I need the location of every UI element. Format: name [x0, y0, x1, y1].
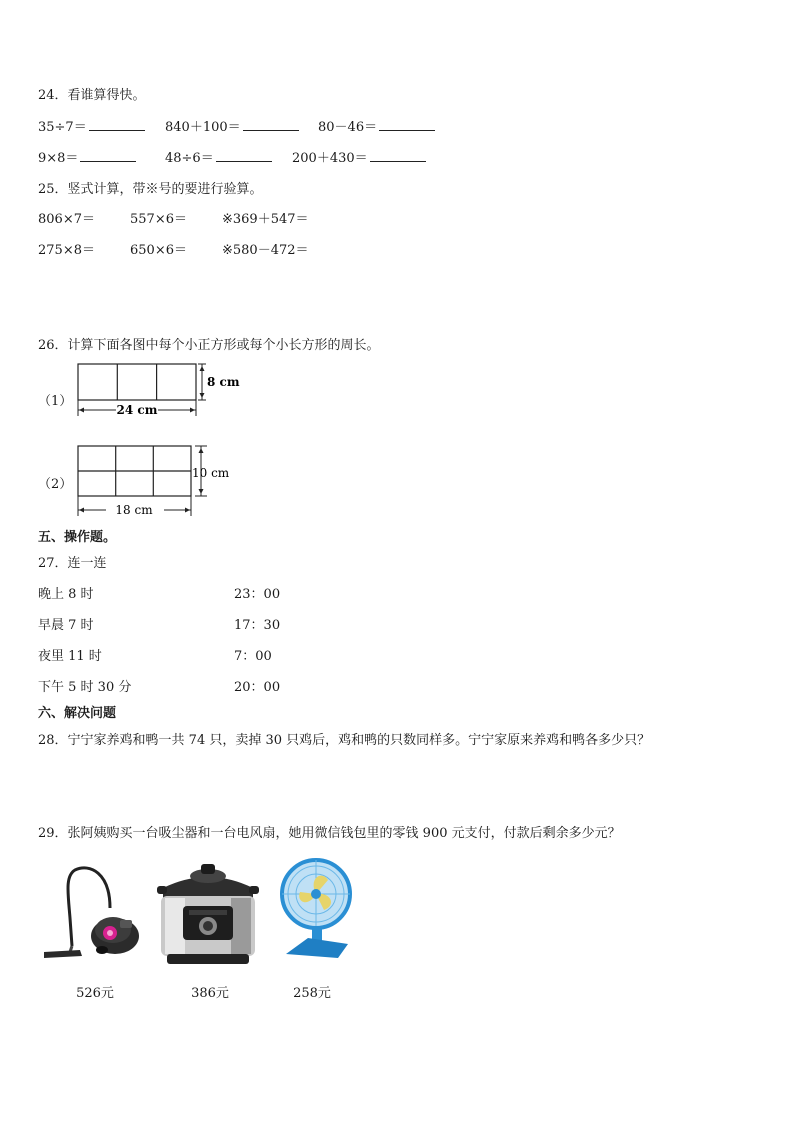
q27-left-item[interactable]: 下午 5 时 30 分 — [38, 680, 132, 695]
q25-row1-item1: 806×7＝ — [38, 212, 95, 227]
cooker-price: 386元 — [191, 986, 229, 1001]
answer-blank[interactable] — [243, 118, 299, 131]
section-6-heading: 六、解决问题 — [38, 706, 117, 721]
q26-fig2-label: （2） — [38, 477, 73, 492]
q24-title: 24．看谁算得快。 — [38, 88, 146, 103]
q27-right-item[interactable]: 17：30 — [234, 618, 281, 633]
fan-price: 258元 — [293, 986, 331, 1001]
q26-fig2-height-label: 10 cm — [192, 466, 230, 480]
q27-title: 27．连一连 — [38, 556, 107, 571]
answer-blank[interactable] — [80, 149, 136, 162]
q25-row2-item2: 650×6＝ — [130, 243, 187, 258]
answer-blank[interactable] — [379, 118, 435, 131]
section-5-heading: 五、操作题。 — [38, 530, 117, 545]
answer-blank[interactable] — [370, 149, 426, 162]
q24-row1-item2: 840＋100＝ — [165, 116, 299, 135]
q26-fig1-label: （1） — [38, 394, 73, 409]
q29-text: 29．张阿姨购买一台吸尘器和一台电风扇，她用微信钱包里的零钱 900 元支付，付款后剩余多少元？ — [38, 826, 621, 841]
answer-blank[interactable] — [89, 118, 145, 131]
q25-title: 25．竖式计算，带※号的要进行验算。 — [38, 182, 263, 197]
q26-title: 26．计算下面各图中每个小正方形或每个小长方形的周长。 — [38, 338, 380, 353]
q26-figure-2 — [70, 440, 250, 520]
q28-text: 28．宁宁家养鸡和鸭一共 74 只，卖掉 30 只鸡后，鸡和鸭的只数同样多。宁宁家原来养鸡和鸭各多少只？ — [38, 733, 651, 748]
pressure-cooker-icon — [153, 858, 263, 970]
q25-row1-item3: ※369＋547＝ — [222, 212, 309, 227]
q24-row2-item2: 48÷6＝ — [165, 147, 272, 166]
q27-left-item[interactable]: 早晨 7 时 — [38, 618, 94, 633]
q26-fig2-width-label: 18 cm — [115, 503, 153, 517]
q27-right-item[interactable]: 20：00 — [234, 680, 281, 695]
answer-blank[interactable] — [216, 149, 272, 162]
electric-fan-icon — [278, 858, 358, 962]
q25-row2-item1: 275×8＝ — [38, 243, 95, 258]
q24-row2-item3: 200＋430＝ — [292, 147, 426, 166]
q26-fig1-height-label: 8 cm — [207, 375, 240, 389]
q25-row2-item3: ※580－472＝ — [222, 243, 309, 258]
q27-left-item[interactable]: 晚上 8 时 — [38, 587, 94, 602]
q24-row2-item1: 9×8＝ — [38, 147, 136, 166]
q27-left-item[interactable]: 夜里 11 时 — [38, 649, 102, 664]
vacuum-price: 526元 — [76, 986, 114, 1001]
q26-figure-1 — [70, 358, 240, 420]
q26-fig1-width-label: 24 cm — [116, 403, 158, 417]
vacuum-cleaner-icon — [40, 858, 140, 963]
q24-row1-item1: 35÷7＝ — [38, 116, 145, 135]
q27-right-item[interactable]: 7：00 — [234, 649, 272, 664]
q24-row1-item3: 80－46＝ — [318, 116, 435, 135]
q27-right-item[interactable]: 23：00 — [234, 587, 281, 602]
q25-row1-item2: 557×6＝ — [130, 212, 187, 227]
